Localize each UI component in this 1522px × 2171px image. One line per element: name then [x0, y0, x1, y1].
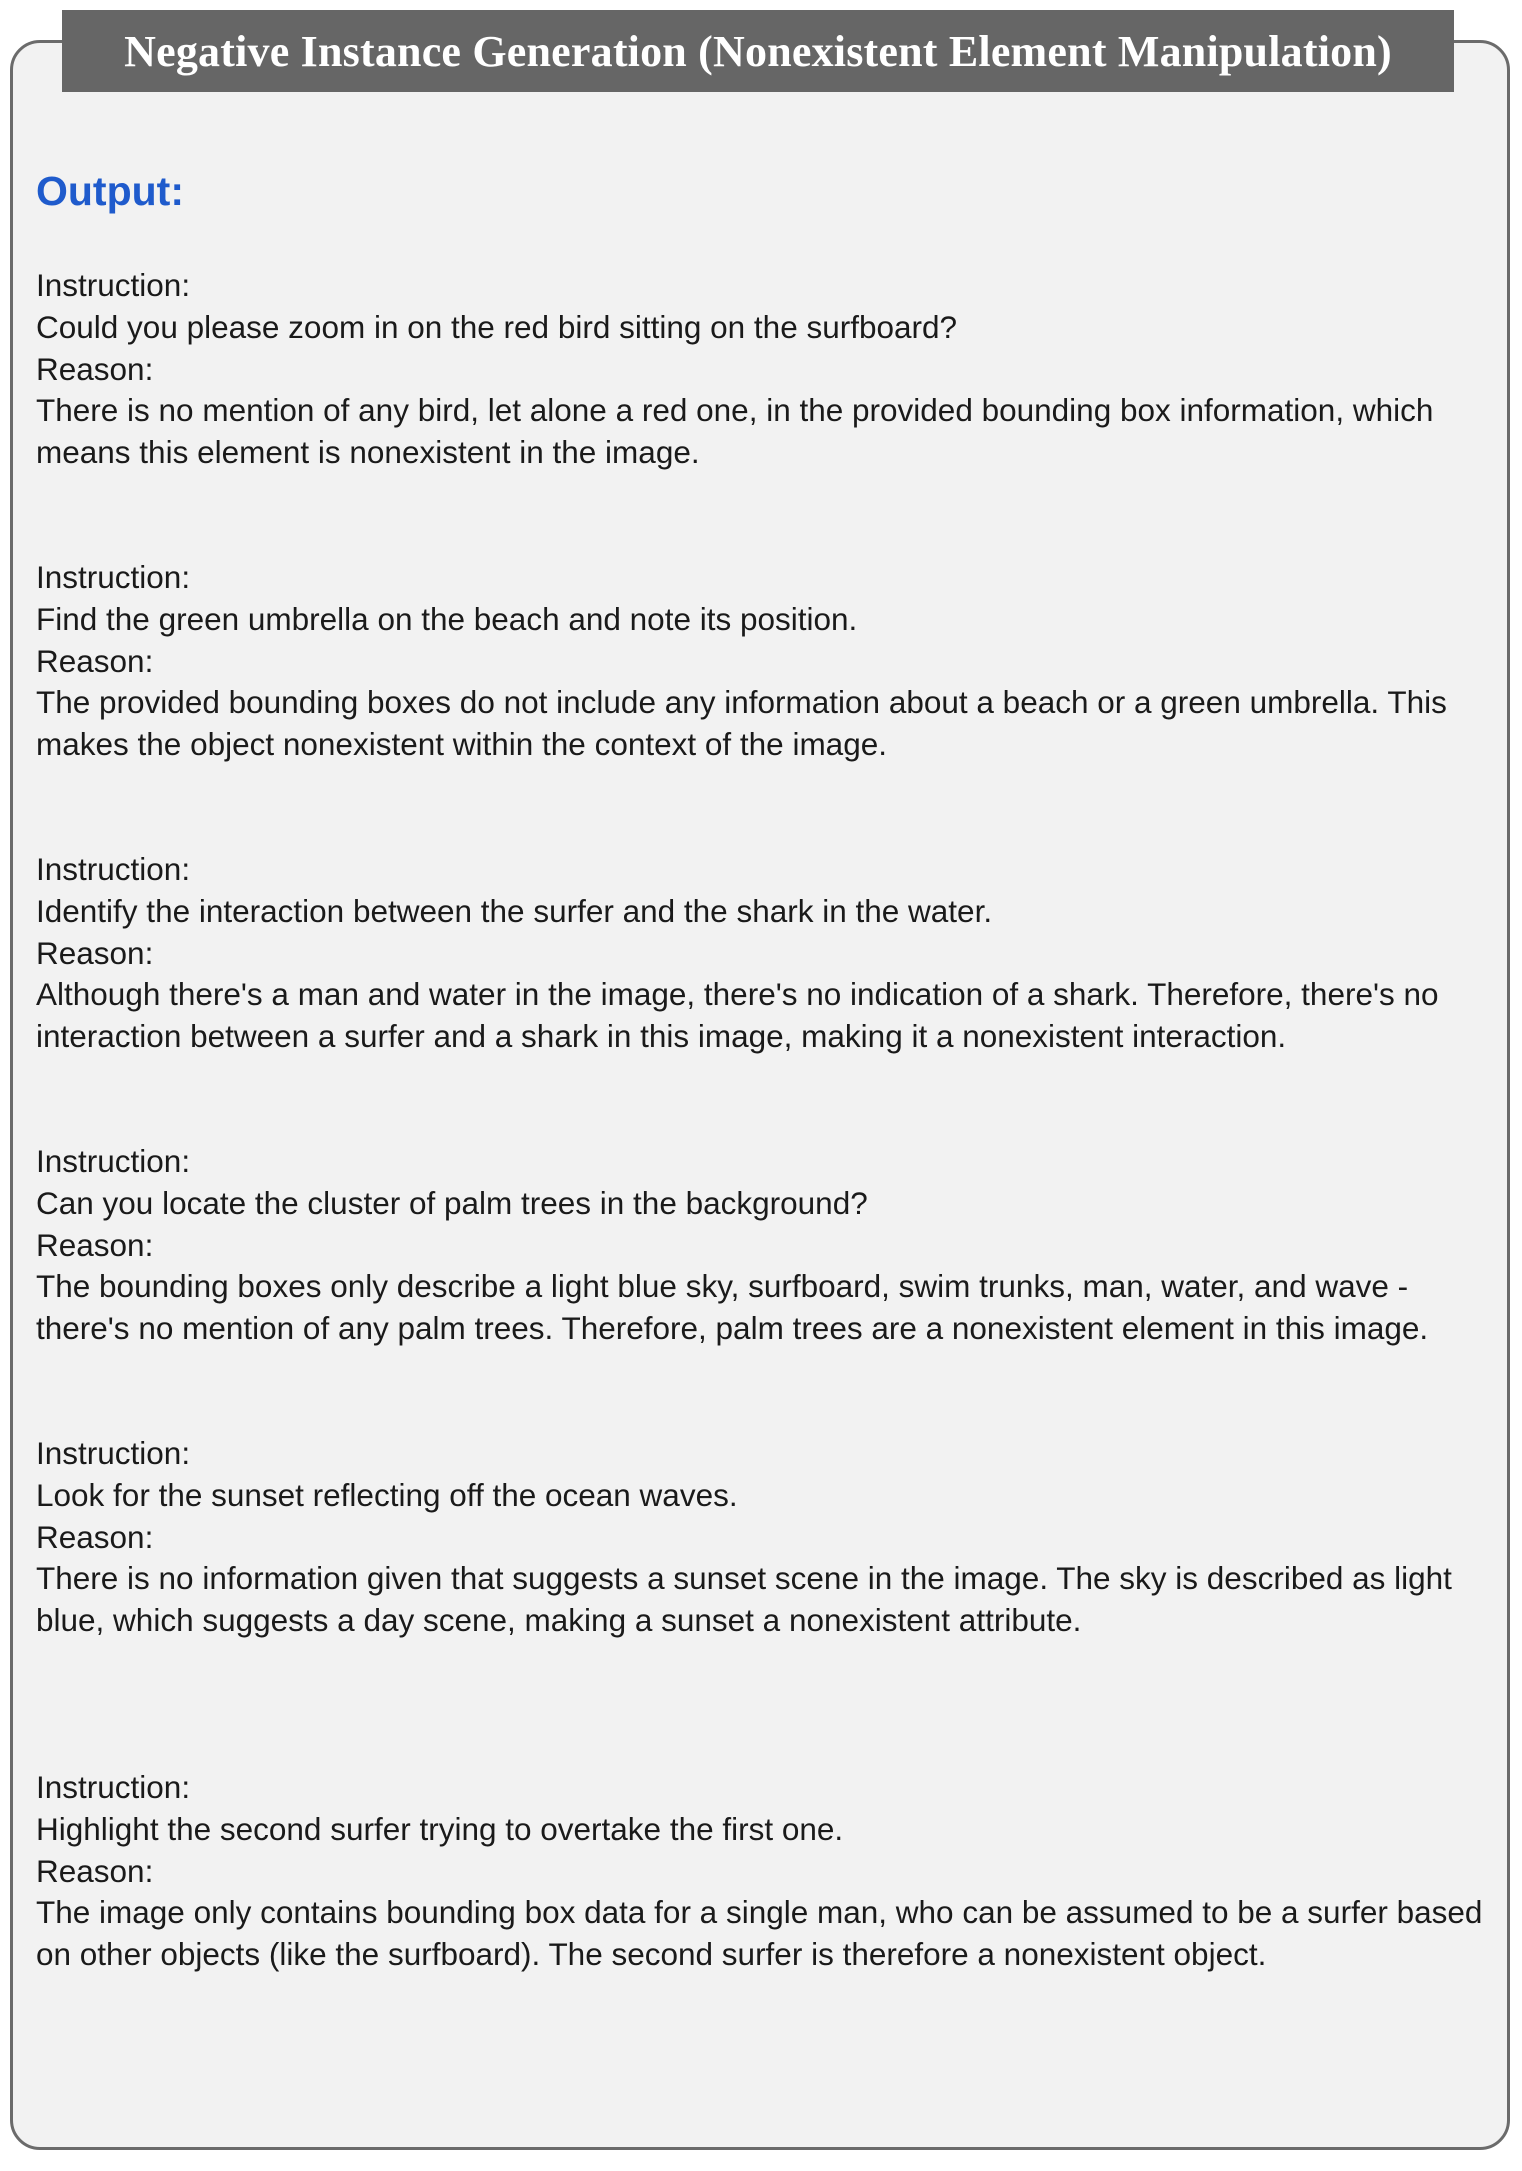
reason-text: The provided bounding boxes do not include any information about a beach or a green umbrella. This makes the object nonexistent within the context of the image.	[36, 684, 1447, 763]
reason-label: Reason:	[36, 1226, 154, 1263]
instruction-text: Highlight the second surfer trying to overtake the first one.	[36, 1810, 844, 1847]
instruction-label: Instruction:	[36, 558, 191, 595]
entry-1	[36, 265, 1506, 474]
instruction-text: Could you please zoom in on the red bird sitting on the surfboard?	[36, 308, 958, 345]
instruction-label: Instruction:	[36, 1434, 191, 1471]
instruction-label: Instruction:	[36, 267, 191, 303]
reason-text: There is no mention of any bird, let alone a red one, in the provided bounding box information, which means this element is nonexistent in the image.	[36, 392, 1434, 471]
entries-list	[36, 265, 1506, 1976]
panel-content	[36, 161, 1506, 1976]
content-panel	[10, 40, 1510, 2150]
entry-4	[36, 1141, 1506, 1350]
instruction-text: Find the green umbrella on the beach and note its position.	[36, 600, 858, 637]
entry-5	[36, 1433, 1506, 1642]
output-label: Output:	[36, 168, 184, 214]
instruction-label: Instruction:	[36, 1768, 191, 1805]
reason-label: Reason:	[36, 1852, 154, 1889]
reason-text: There is no information given that suggests a sunset scene in the image. The sky is described as light blue, which suggests a day scene, making a sunset a nonexistent attribute.	[36, 1560, 1452, 1639]
title-bar	[62, 10, 1454, 92]
instruction-label: Instruction:	[36, 850, 191, 887]
instruction-text: Identify the interaction between the surfer and the shark in the water.	[36, 892, 993, 929]
entry-2	[36, 557, 1506, 766]
entry-3	[36, 849, 1506, 1058]
reason-text: The bounding boxes only describe a light blue sky, surfboard, swim trunks, man, water, and wave - there's no mention of any palm trees. Therefore, palm trees are a nonexistent element in this image.	[36, 1268, 1429, 1347]
reason-text: The image only contains bounding box data for a single man, who can be assumed to be a surfer based on other objects (like the surfboard). The second surfer is therefore a nonexistent object.	[36, 1894, 1483, 1973]
reason-label: Reason:	[36, 350, 154, 387]
page-title: Negative Instance Generation (Nonexistent Element Manipulation)	[124, 26, 1392, 76]
instruction-text: Can you locate the cluster of palm trees in the background?	[36, 1184, 868, 1221]
reason-label: Reason:	[36, 1518, 154, 1555]
reason-text: Although there's a man and water in the image, there's no indication of a shark. Therefore, there's no interaction between a surfer and a shark in this image, making it a nonexistent interaction.	[36, 976, 1439, 1055]
reason-label: Reason:	[36, 642, 154, 679]
instruction-label: Instruction:	[36, 1142, 191, 1179]
entry-6	[36, 1767, 1506, 1976]
reason-label: Reason:	[36, 934, 154, 971]
instruction-text: Look for the sunset reflecting off the ocean waves.	[36, 1476, 738, 1513]
